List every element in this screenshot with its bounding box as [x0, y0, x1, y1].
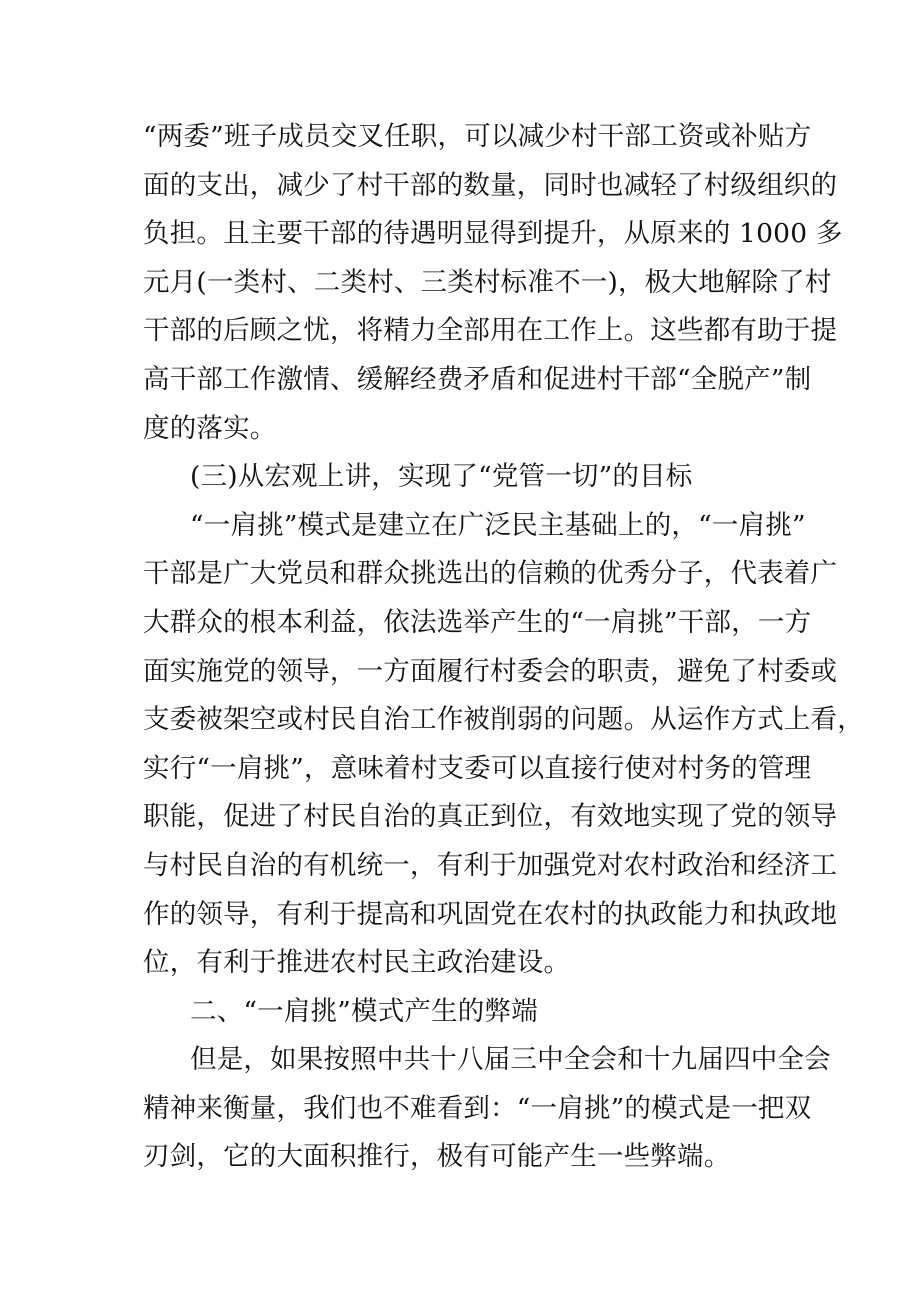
text-line: 面实施党的领导，一方面履行村委会的职责，避免了村委或 — [143, 655, 838, 687]
paragraph-macro-view — [143, 502, 864, 988]
section-heading-2: 二、“一肩挑”模式产生的弊端 — [190, 995, 538, 1027]
text-line: 精神来衡量，我们也不难看到：“一肩挑”的模式是一把双 — [143, 1092, 812, 1124]
text-line: 干部的后顾之忧，将精力全部用在工作上。这些都有助于提 — [143, 315, 838, 347]
text-line: 元月(一类村、二类村、三类村标准不一)，极大地解除了村 — [143, 266, 832, 298]
paragraph-benefits-cost — [143, 113, 843, 453]
text-line: “两委”班子成员交叉任职，可以减少村干部工资或补贴方 — [143, 121, 812, 152]
text-line: 负担。且主要干部的待遇明显得到提升，从原来的 1000 多 — [143, 218, 843, 250]
section-heading-3: (三)从宏观上讲，实现了“党管一切”的目标 — [190, 461, 693, 493]
text-line: 大群众的根本利益，依法选举产生的“一肩挑”干部，一方 — [143, 606, 812, 638]
text-line: 干部是广大党员和群众挑选出的信赖的优秀分子，代表着广 — [143, 558, 838, 590]
document-body — [143, 113, 864, 1182]
text-line: 位，有利于推进农村民主政治建设。 — [143, 947, 571, 979]
text-line: “一肩挑”模式是建立在广泛民主基础上的，“一肩挑” — [190, 509, 806, 541]
text-line: 与村民自治的有机统一，有利于加强党对农村政治和经济工 — [143, 849, 838, 881]
text-line: 职能，促进了村民自治的真正到位，有效地实现了党的领导 — [143, 801, 838, 833]
text-line: 支委被架空或村民自治工作被削弱的问题。从运作方式上看， — [143, 704, 864, 736]
text-line: 面的支出，减少了村干部的数量，同时也减轻了村级组织的 — [143, 169, 838, 201]
text-line: 度的落实。 — [143, 412, 277, 444]
text-line: 实行“一肩挑”，意味着村支委可以直接行使对村务的管理 — [143, 752, 812, 784]
text-line: 刃剑，它的大面积推行，极有可能产生一些弊端。 — [143, 1141, 731, 1173]
paragraph-drawbacks-intro — [143, 1036, 831, 1182]
text-line: 作的领导，有利于提高和巩固党在农村的执政能力和执政地 — [143, 898, 838, 930]
text-line: 但是，如果按照中共十八届三中全会和十九届四中全会 — [190, 1044, 831, 1076]
text-line: 高干部工作激情、缓解经费矛盾和促进村干部“全脱产”制 — [143, 363, 812, 395]
